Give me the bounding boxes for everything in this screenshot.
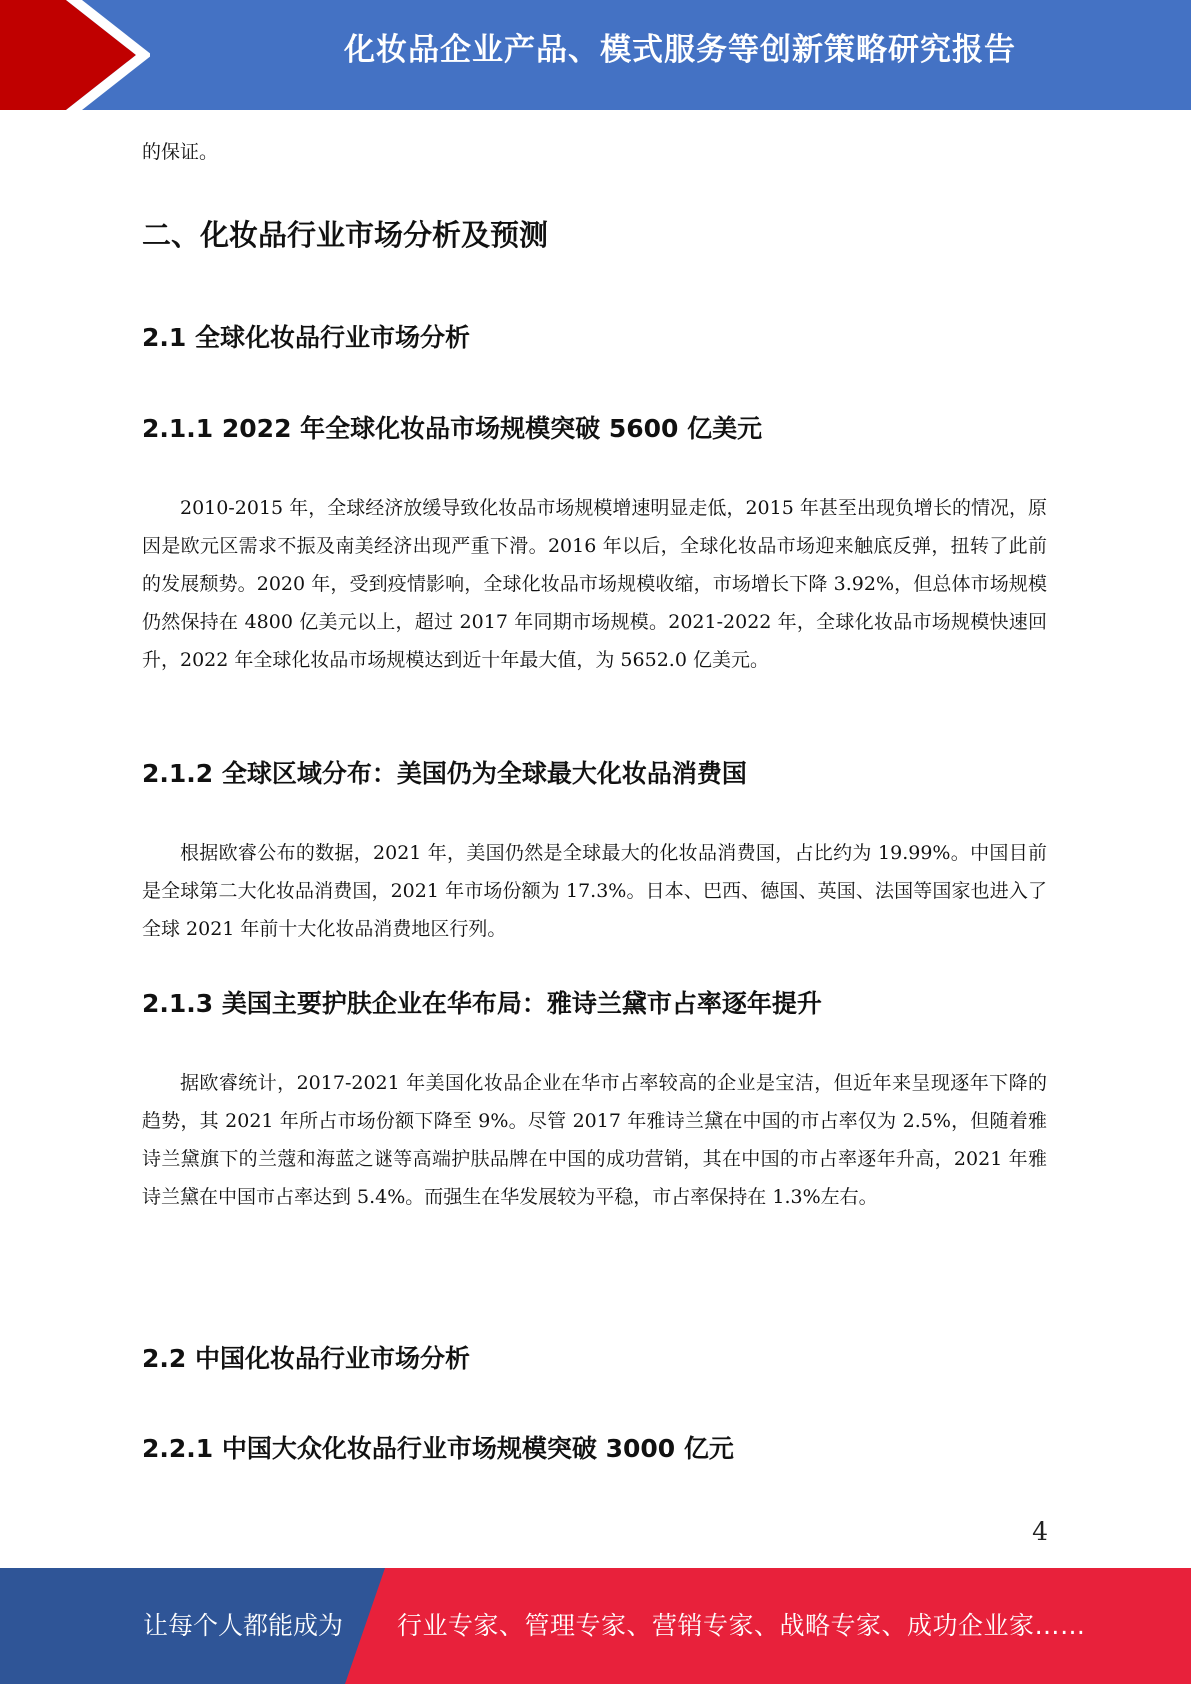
footer-banner [0,1568,1191,1684]
section-heading: 二、化妆品行业市场分析及预测 [142,218,549,252]
body-paragraph: 根据欧睿公布的数据，2021 年，美国仍然是全球最大的化妆品消费国，占比约为 19.99%。中国目前是全球第二大化妆品消费国，2021 年市场份额为 17.3%。日本、巴西、德国、英国、法国等国家也进入了全球 2021 年前十大化妆品消费地区行列。 [142,842,1047,940]
body-paragraph: 2010-2015 年，全球经济放缓导致化妆品市场规模增速明显走低，2015 年甚至出现负增长的情况，原因是欧元区需求不振及南美经济出现严重下滑。2016 年以后，全球化妆品市场迎来触底反弹，扭转了此前的发展颓势。2020 年，受到疫情影响，全球化妆品市场规模收缩，市场增长下降 3.92%，但总体市场规模仍然保持在 4800 亿美元以上，超过 2017 年同期市场规模。2021-2022 年，全球化妆品市场规模快速回升，2022 年全球化妆品市场规模达到近十年最大值，为 5652.0 亿美元。 [142,497,1047,671]
body-paragraph: 据欧睿统计，2017-2021 年美国化妆品企业在华市占率较高的企业是宝洁，但近年来呈现逐年下降的趋势，其 2021 年所占市场份额下降至 9%。尽管 2017 年雅诗兰黛在中国的市占率仅为 2.5%，但随着雅诗兰黛旗下的兰蔻和海蓝之谜等高端护肤品牌在中国的成功营销，其在中国的市占率逐年升高，2021 年雅诗兰黛在中国市占率达到 5.4%。而强生在华发展较为平稳，市占率保持在 1.3%左右。 [142,1072,1047,1208]
subsubsection-heading: 2.1.1 2022 年全球化妆品市场规模突破 5600 亿美元 [142,414,763,443]
page-number: 4 [1032,1517,1048,1546]
subsubsection-heading: 2.2.1 中国大众化妆品行业市场规模突破 3000 亿元 [142,1434,734,1463]
subsection-heading: 2.1 全球化妆品行业市场分析 [142,323,470,352]
footer-slogan-left: 让每个人都能成为 [143,1611,344,1640]
subsection-heading: 2.2 中国化妆品行业市场分析 [142,1344,470,1373]
report-title: 化妆品企业产品、模式服务等创新策略研究报告 [344,32,1016,68]
header-arrow-decoration [0,0,150,110]
header-banner [0,0,1191,110]
continued-paragraph: 的保证。 [142,141,219,163]
subsubsection-heading: 2.1.2 全球区域分布：美国仍为全球最大化妆品消费国 [142,759,747,788]
subsubsection-heading: 2.1.3 美国主要护肤企业在华布局：雅诗兰黛市占率逐年提升 [142,989,822,1018]
footer-slogan-right: 行业专家、管理专家、营销专家、战略专家、成功企业家…… [397,1611,1086,1640]
